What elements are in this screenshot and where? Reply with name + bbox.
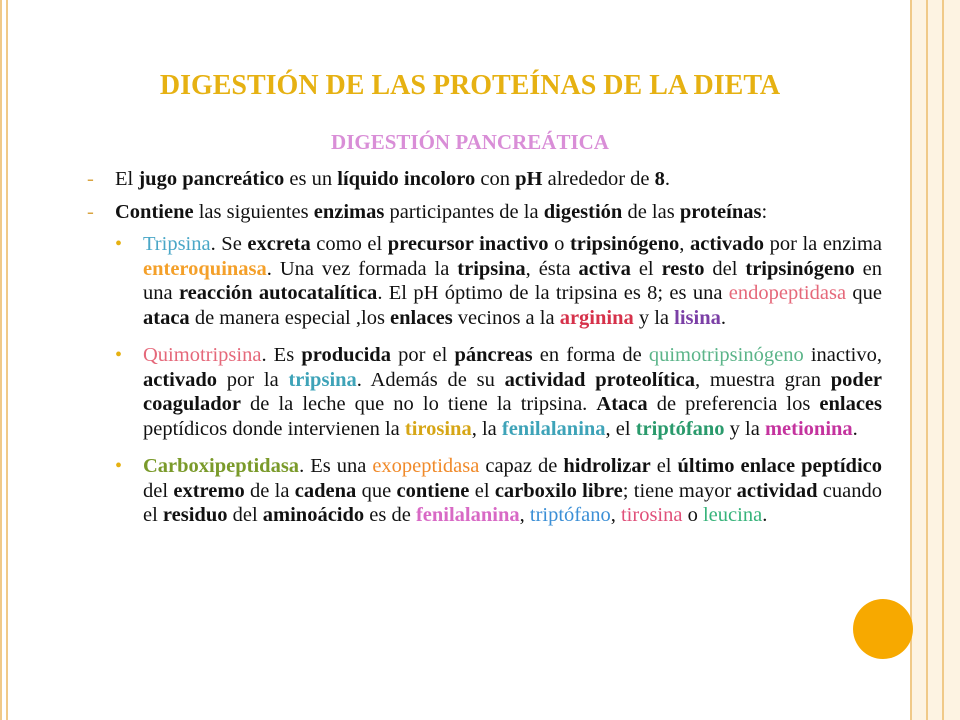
- bullet-text: Tripsina. Se excreta como el precursor inactivo o tripsinógeno, activado por la enzima enteroquinasa. Una vez formada la tripsina, ésta activa el resto del tripsinógeno en una reacción autocatalítica. El pH óptimo de la tripsina es 8; es una endopeptidasa que ataca de manera especial ,los enlaces vecinos a la arginina y la lisina.: [143, 233, 883, 329]
- decorative-orange-circle: [853, 599, 913, 659]
- bullet-quimotripsina: [115, 343, 882, 441]
- paragraph-enzimas: [87, 200, 882, 225]
- slide-subtitle: DIGESTIÓN PANCREÁTICA: [331, 130, 609, 154]
- bullet-carboxipeptidasa: [115, 454, 882, 528]
- enzyme-name: Carboxipeptidasa: [143, 455, 300, 477]
- bullet-text: Quimotripsina. Es producida por el páncreas en forma de quimotripsinógeno inactivo, activado por la tripsina. Además de su actividad proteolítica, muestra gran poder coagulador de la leche que no lo tiene la tripsina. Ataca de preferencia los enlaces peptídicos donde intervienen la tirosina, la fenilalanina, el triptófano y la metionina.: [143, 344, 883, 440]
- dash-marker: -: [87, 200, 94, 223]
- paragraph-text: El jugo pancreático es un líquido incoloro con pH alrededor de 8.: [115, 168, 671, 190]
- dash-marker: -: [87, 168, 94, 190]
- bullet-marker: •: [115, 455, 123, 477]
- bullet-marker: •: [115, 344, 123, 366]
- enzyme-name: Quimotripsina: [143, 344, 262, 366]
- slide-title: DIGESTIÓN DE LAS PROTEÍNAS DE LA DIETA: [159, 70, 781, 101]
- bullet-text: Carboxipeptidasa. Es una exopeptidasa capaz de hidrolizar el último enlace peptídico del extremo de la cadena que contiene el carboxilo libre; tiene mayor actividad cuando el residuo del aminoácido es de fenilalanina, triptófano, tirosina o leucina.: [143, 455, 883, 526]
- enzyme-name: Tripsina: [143, 233, 211, 255]
- slide-content: [87, 167, 882, 541]
- right-frame-decoration: [910, 0, 960, 720]
- bullet-tripsina: [115, 232, 882, 330]
- bullet-marker: •: [115, 233, 123, 255]
- paragraph-jugo-pancreatico: [87, 167, 882, 192]
- left-frame-border: [0, 0, 8, 720]
- paragraph-text: Contiene las siguientes enzimas participantes de la digestión de las proteínas:: [115, 200, 768, 223]
